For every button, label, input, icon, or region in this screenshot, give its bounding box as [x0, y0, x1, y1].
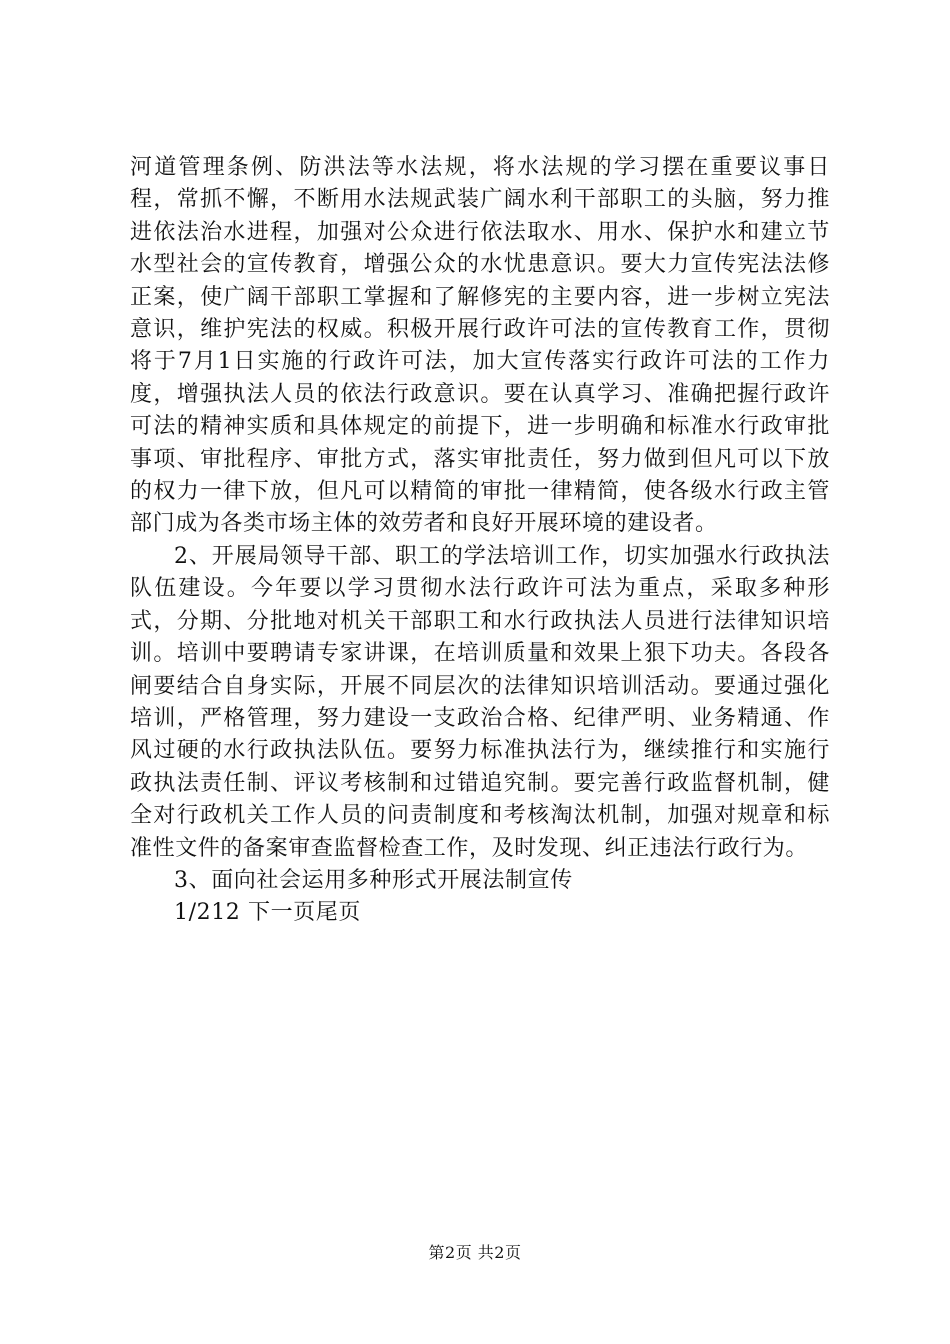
paragraph-social-publicity-heading: 3、面向社会运用多种形式开展法制宣传	[174, 867, 573, 893]
paragraph-water-law-publicity: 河道管理条例、防洪法等水法规，将水法规的学习摆在重要议事日程，常抓不懈，不断用水法规武装广阔水利干部职工的头脑，努力推进依法治水进程，加强对公众进行依法取水、用水、保护水和建立节水型社会的宣传教育，增强公众的水忧患意识。要大力宣传宪法法修正案，使广阔干部职工掌握和了解修宪的主要内容，进一步树立宪法意识，维护宪法的权威。积极开展行政许可法的宣传教育工作，贯彻将于7月1日实施的行政许可法，加大宣传落实行政许可法的工作力度，增强执法人员的依法行政意识。要在认真学习、准确把握行政许可法的精神实质和具体规定的前提下，进一步明确和标准水行政审批事项、审批程序、审批方式，落实审批责任，努力做到但凡可以下放的权力一律下放，但凡可以精简的审批一律精简，使各级水行政主管部门成为各类市场主体的效劳者和良好开展环境的建设者。	[130, 155, 830, 537]
pagination-nav-text: 1/212 下一页尾页	[174, 900, 361, 926]
document-body	[130, 152, 830, 930]
page-number-label: 第2页 共2页	[428, 1243, 522, 1262]
paragraph-training: 2、开展局领导干部、职工的学法培训工作，切实加强水行政执法队伍建设。今年要以学习贯彻水法行政许可法为重点，采取多种形式，分期、分批地对机关干部职工和水行政执法人员进行法律知识培训。培训中要聘请专家讲课，在培训质量和效果上狠下功夫。各段各闸要结合自身实际，开展不同层次的法律知识培训活动。要通过强化培训，严格管理，努力建设一支政治合格、纪律严明、业务精通、作风过硬的水行政执法队伍。要努力标准执法行为，继续推行和实施行政执法责任制、评议考核制和过错追究制。要完善行政监督机制，健全对行政机关工作人员的问责制度和考核淘汰机制，加强对规章和标准性文件的备案审查监督检查工作，及时发现、纠正违法行政行为。	[130, 543, 830, 861]
page-footer	[0, 1240, 950, 1263]
